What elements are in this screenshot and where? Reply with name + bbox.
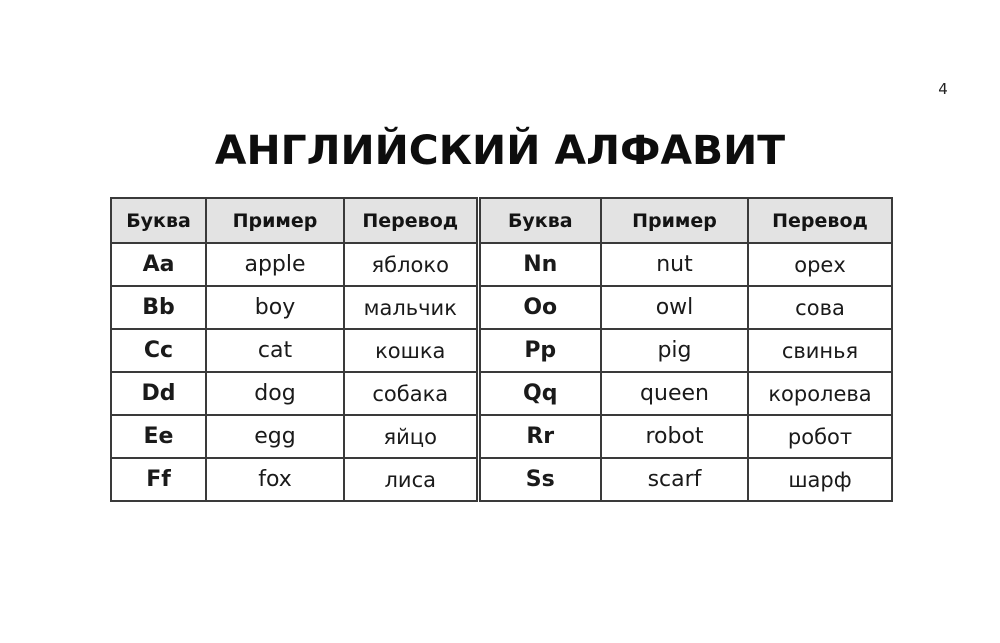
translation-cell: яйцо [344,415,478,458]
header-translation-right: Перевод [748,198,892,243]
letter-cell: Rr [478,415,601,458]
translation-cell: королева [748,372,892,415]
table-row [111,458,892,501]
page-number: 4 [938,80,948,98]
example-cell: scarf [601,458,748,501]
example-cell: fox [206,458,344,501]
example-cell: egg [206,415,344,458]
alphabet-table-container [110,197,891,502]
alphabet-table [110,197,893,502]
example-cell: nut [601,243,748,286]
header-letter-left: Буква [111,198,206,243]
table-row [111,329,892,372]
example-cell: pig [601,329,748,372]
letter-cell: Pp [478,329,601,372]
example-cell: dog [206,372,344,415]
translation-cell: кошка [344,329,478,372]
table-header-row [111,198,892,243]
header-example-right: Пример [601,198,748,243]
translation-cell: собака [344,372,478,415]
translation-cell: сова [748,286,892,329]
page-title: АНГЛИЙСКИЙ АЛФАВИТ [214,128,786,174]
letter-cell: Nn [478,243,601,286]
letter-cell: Ff [111,458,206,501]
example-cell: queen [601,372,748,415]
table-row [111,372,892,415]
header-example-left: Пример [206,198,344,243]
header-letter-right: Буква [478,198,601,243]
letter-cell: Ss [478,458,601,501]
table-row [111,415,892,458]
translation-cell: свинья [748,329,892,372]
letter-cell: Ee [111,415,206,458]
table-row [111,286,892,329]
letter-cell: Cc [111,329,206,372]
translation-cell: яблоко [344,243,478,286]
table-row [111,243,892,286]
translation-cell: мальчик [344,286,478,329]
letter-cell: Bb [111,286,206,329]
example-cell: owl [601,286,748,329]
translation-cell: лиса [344,458,478,501]
example-cell: apple [206,243,344,286]
letter-cell: Aa [111,243,206,286]
letter-cell: Dd [111,372,206,415]
example-cell: robot [601,415,748,458]
example-cell: cat [206,329,344,372]
header-translation-left: Перевод [344,198,478,243]
translation-cell: шарф [748,458,892,501]
letter-cell: Qq [478,372,601,415]
example-cell: boy [206,286,344,329]
translation-cell: орех [748,243,892,286]
translation-cell: робот [748,415,892,458]
letter-cell: Oo [478,286,601,329]
